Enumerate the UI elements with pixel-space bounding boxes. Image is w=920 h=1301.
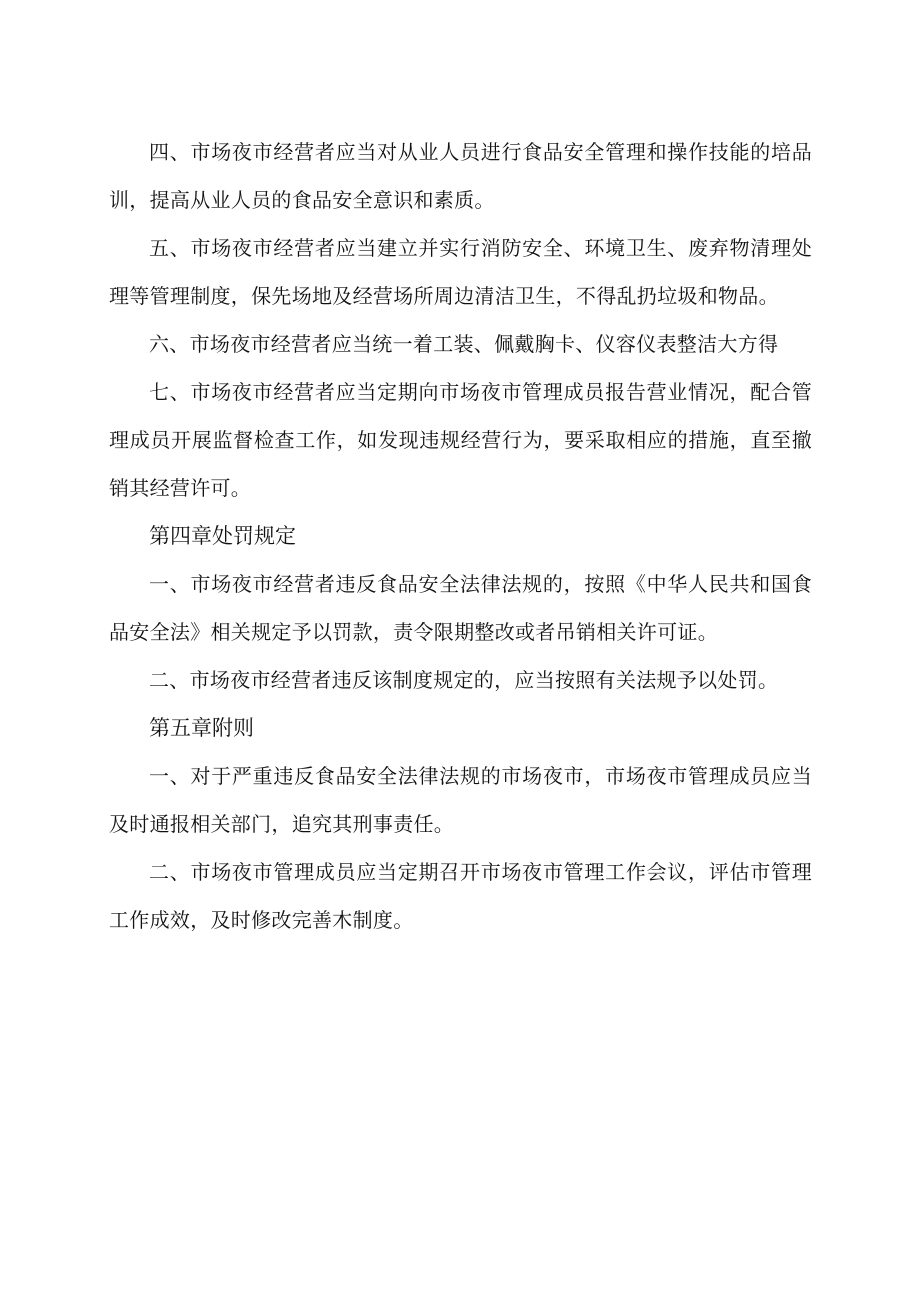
- chapter-4-item-2: 二、市场夜市经营者违反该制度规定的，应当按照有关法规予以处罚。: [149, 668, 779, 692]
- paragraph-item-6: 六、市场夜市经营者应当统一着工装、佩戴胸卡、仪容仪表整洁大方得: [149, 332, 779, 356]
- chapter-4-heading: 第四章处罚规定: [149, 524, 296, 548]
- document-body: [109, 128, 812, 944]
- chapter-5-item-2: 二、市场夜市管理成员应当定期召开市场夜市管理工作会议，评估市管理工作成效，及时修改完善木制度。: [109, 860, 812, 932]
- paragraph-item-7: 七、市场夜市经营者应当定期向市场夜市管理成员报告营业情况，配合管理成员开展监督检查工作，如发现违规经营行为，要采取相应的措施，直至撤销其经营许可。: [109, 380, 812, 500]
- chapter-4-item-1: 一、市场夜市经营者违反食品安全法律法规的，按照《中华人民共和国食品安全法》相关规定予以罚款，责令限期整改或者吊销相关许可证。: [109, 572, 812, 644]
- chapter-5-heading: 第五章附则: [149, 716, 254, 740]
- paragraph-item-4: 四、市场夜市经营者应当对从业人员进行食品安全管理和操作技能的培品训，提高从业人员的食品安全意识和素质。: [109, 140, 812, 212]
- chapter-5-item-1: 一、对于严重违反食品安全法律法规的市场夜市，市场夜市管理成员应当及时通报相关部门，追究其刑事责任。: [109, 764, 812, 836]
- paragraph-item-5: 五、市场夜市经营者应当建立并实行消防安全、环境卫生、废弃物清理处理等管理制度，保先场地及经营场所周边清洁卫生，不得乱扔垃圾和物品。: [109, 236, 812, 308]
